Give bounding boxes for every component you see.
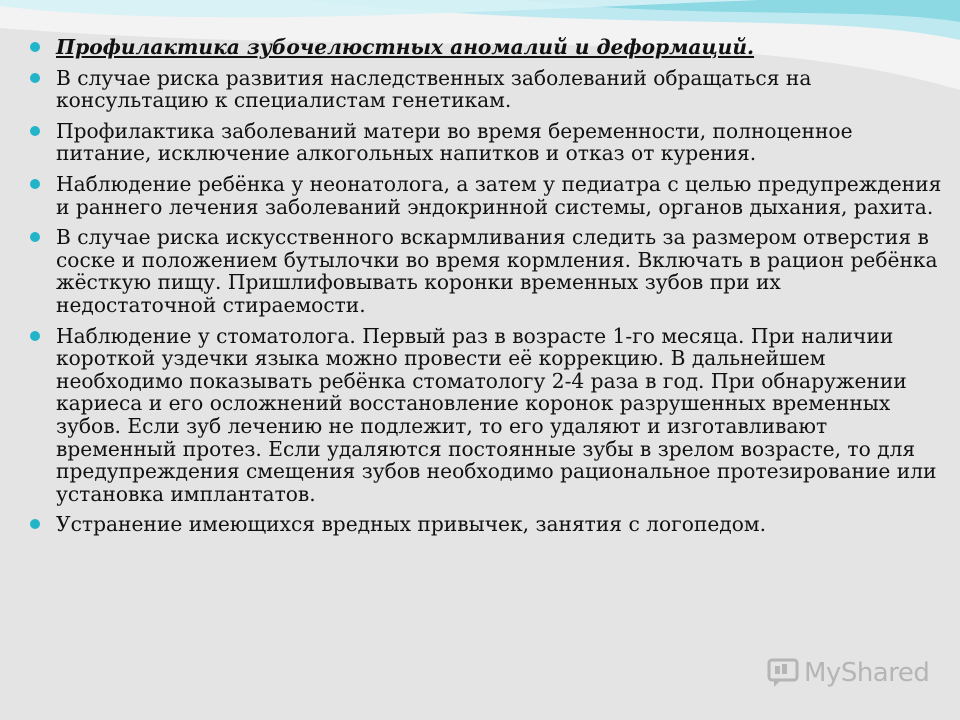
list-item: Профилактика заболеваний матери во время беременности, полноценное питание, исключение алкогольных напитков и отказ от курения. xyxy=(30,120,942,165)
list-item: В случае риска искусственного вскармливания следить за размером отверстия в соске и положением бутылочки во время кормления. Включать в рацион ребёнка жёсткую пищу. Пришлифовывать коронки временных зубов при их недостаточной стираемости. xyxy=(30,226,942,316)
bullet-list xyxy=(30,36,942,536)
bullet-icon xyxy=(30,73,40,83)
bullet-icon xyxy=(30,519,40,529)
list-item: Наблюдение ребёнка у неонатолога, а затем у педиатра с целью предупреждения и раннего лечения заболеваний эндокринной системы, органов дыхания, рахита. xyxy=(30,173,942,218)
bullet-icon xyxy=(30,331,40,341)
slide-content xyxy=(30,36,942,544)
bullet-icon xyxy=(30,232,40,242)
list-item: Устранение имеющихся вредных привычек, занятия с логопедом. xyxy=(30,513,942,536)
watermark-text: MyShared xyxy=(804,658,930,688)
list-item: В случае риска развития наследственных заболеваний обращаться на консультацию к специалистам генетикам. xyxy=(30,67,942,112)
list-item: Наблюдение у стоматолога. Первый раз в возрасте 1-го месяца. При наличии короткой уздечки языка можно провести её коррекцию. В дальнейшем необходимо показывать ребёнка стоматологу 2-4 раза в год. При обнаружении кариеса и его осложнений восстановление коронок разрушенных временных зубов. Если зуб лечению не подлежит, то его удаляют и изготавливают временный протез. Если удаляются постоянные зубы в зрелом возрасте, то для предупреждения смещения зубов необходимо рациональное протезирование или установка имплантатов. xyxy=(30,325,942,506)
myshared-watermark xyxy=(766,656,929,690)
bullet-icon xyxy=(30,126,40,136)
myshared-logo-icon xyxy=(766,656,800,690)
bullet-icon xyxy=(30,179,40,189)
slide-title: Профилактика зубочелюстных аномалий и деформаций. xyxy=(30,36,942,59)
bullet-icon xyxy=(30,42,40,52)
